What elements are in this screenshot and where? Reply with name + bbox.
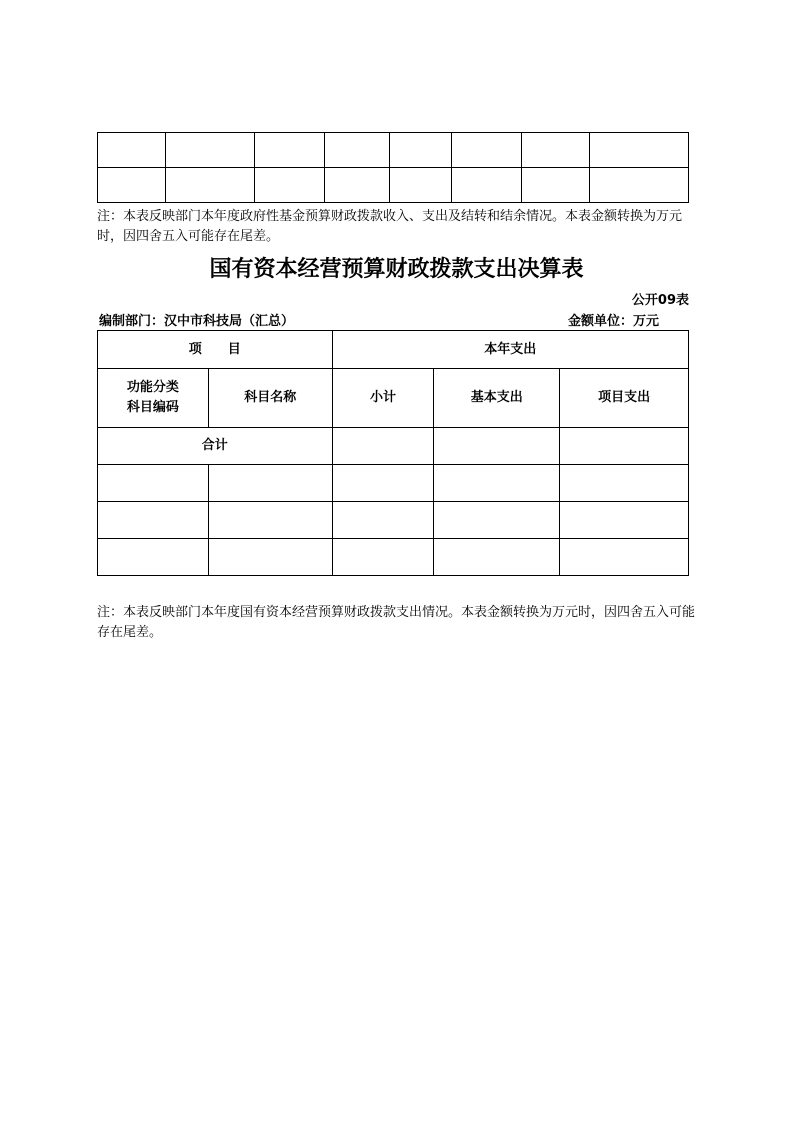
table-row xyxy=(98,502,689,539)
total-row xyxy=(98,428,689,465)
header-item: 项 目 xyxy=(98,331,333,369)
header-function-code: 功能分类 科目编码 xyxy=(98,369,209,428)
table-subheader-row xyxy=(98,369,689,428)
header-current-year: 本年支出 xyxy=(332,331,688,369)
table-header-row xyxy=(98,331,689,369)
unit-label: 金额单位：万元 xyxy=(568,314,660,329)
header-project-expenditure: 项目支出 xyxy=(560,369,689,428)
department-label: 编制部门：汉中市科技局（汇总） xyxy=(99,314,295,329)
table-row xyxy=(98,465,689,502)
table-row xyxy=(98,168,689,203)
top-table-note: 注：本表反映部门本年度政府性基金预算财政拨款收入、支出及结转和结余情况。本表金额转换为万元时，因四舍五入可能存在尾差。 xyxy=(97,209,683,244)
total-label: 合计 xyxy=(98,428,333,465)
header-basic-expenditure: 基本支出 xyxy=(434,369,560,428)
form-number: 公开09表 xyxy=(631,293,689,308)
table-row xyxy=(98,133,689,168)
expenditure-table xyxy=(97,330,689,576)
header-subtotal: 小计 xyxy=(332,369,434,428)
table-note: 注：本表反映部门本年度国有资本经营预算财政拨款支出情况。本表金额转换为万元时，因四舍五入可能存在尾差。 xyxy=(97,605,696,640)
page-title: 国有资本经营预算财政拨款支出决算表 xyxy=(209,257,584,282)
previous-table-fragment xyxy=(97,132,689,203)
table-row xyxy=(98,539,689,576)
header-subject-name: 科目名称 xyxy=(208,369,332,428)
